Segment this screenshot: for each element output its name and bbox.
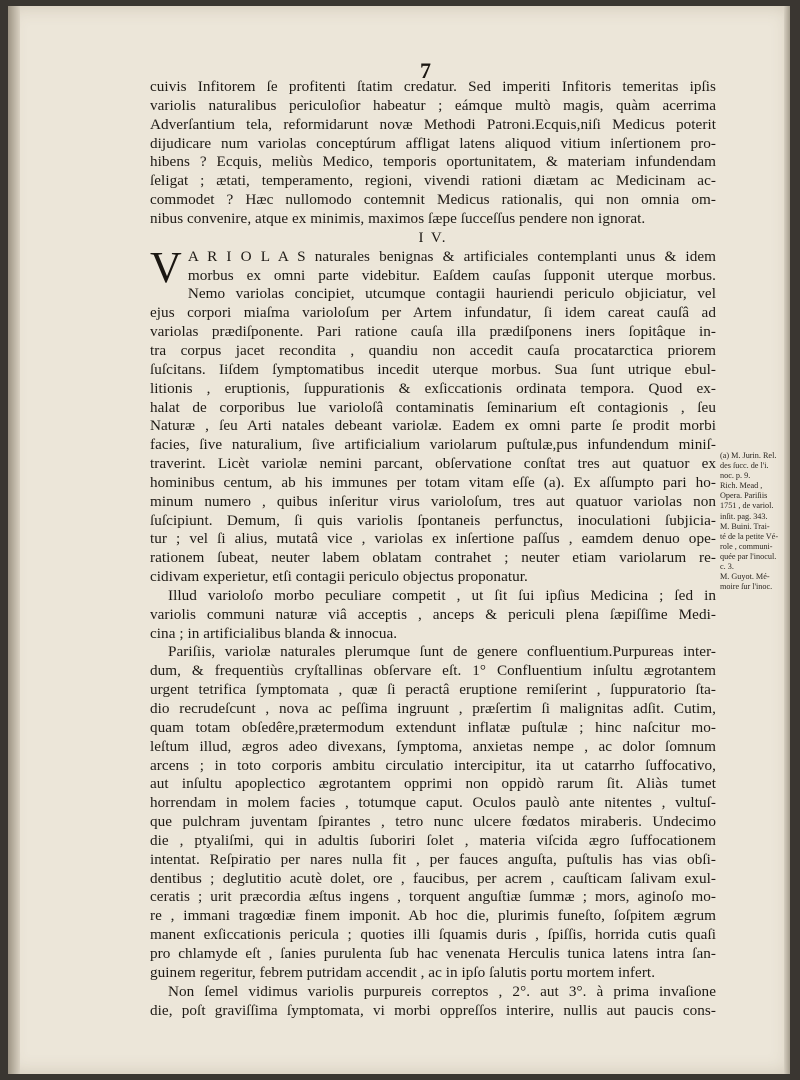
margin-note-line: des ſucc. de l'i. xyxy=(720,461,769,471)
text-line: ſuſcitans. Iiſdem ſymptomatibus incedit uterque morbus. Sua ſunt utrique ebul- xyxy=(150,360,716,378)
section-heading: I V. xyxy=(418,229,448,246)
margin-note-line: (a) M. Jurin. Rel. xyxy=(720,451,777,460)
text-line: pro chlamyde eſt , ſanies purulenta ſub hac venenata Herculis tunica latens intra ſan- xyxy=(150,944,716,962)
paragraph-parisiis xyxy=(150,643,716,982)
margin-note-line: role , communi- xyxy=(720,541,773,551)
text-line: dentibus ; deglutitio acutè dolet, ore , faucibus, per acrem , cauſticam ſalivam exul- xyxy=(150,869,716,887)
margin-notes xyxy=(720,451,796,592)
margin-note-line: Opera. Pariſiis xyxy=(720,491,768,501)
text-line: dio recrudeſcunt , nova ac peſſima ingruunt , præſertim ſi malignitas adſit. Cutim, xyxy=(150,700,716,717)
text-line: ſeligat ; ætati, temperamento, regioni, vivendi rationi diætam ac Medicinam ac- xyxy=(150,172,716,190)
margin-note-line: 1751 , de variol. xyxy=(720,501,774,511)
text-line: tur ; vel ſi alius, mutatâ vice , variolas ex inſertione paſſus , eamdem denuo ope- xyxy=(150,530,716,548)
drop-cap: V xyxy=(150,242,182,292)
text-line: tra corpus jacet recondita , quandiu non accedit cauſa procatarctica priorem xyxy=(150,341,716,359)
page-number: 7 xyxy=(420,58,431,83)
margin-note-line: noc. p. 9. xyxy=(720,471,751,481)
text-line: leſtum illud, ægros adeo divexans, ſymptoma, anxietas nempe , ac dolor ſomnum xyxy=(150,737,716,755)
text-line: horrendam in molem facies , totumque caput. Oculos paulò ante nitentes , vultuſ- xyxy=(150,794,716,812)
paragraph-purpureis xyxy=(150,983,716,1021)
text-line: intentat. Reſpiratio per nares nulla fit , per fauces anguſta, puſtulis has vias obſi- xyxy=(150,850,716,868)
margin-note-line: inſit. pag. 343. xyxy=(720,511,768,521)
text-line: variolas prædiſponente. Pari ratione cauſa illa prædiſponens iners ſopitâque in- xyxy=(150,323,716,341)
text-line: guinem regeritur, febrem putridam accendit , ac in ipſo ſalutis portu mortem infert. xyxy=(150,963,656,981)
text-line: Illud varioloſo morbo peculiare competit , ut ſit ſui ipſius Medicina ; ſed in xyxy=(168,586,716,604)
text-line: minum numero , quibus inſeritur virus varioloſum, tres aut quatuor variolas non xyxy=(150,492,716,510)
text-line: variolis naturalibus periculoſior habeatur ; eámque multò magis, quàm acerrima xyxy=(150,96,716,114)
text-line: ejus corpori miaſma varioloſum per Artem infundatur, ſi idem careat cauſâ ad xyxy=(150,304,716,322)
text-line: nibus convenire, atque ex minimis, maximos ſæpe ſucceſſus pendere non ignorat. xyxy=(150,209,646,227)
text-line: ſuſcipiunt. Demum, ſi quis variolis ſpontaneis perfunctus, inoculationi ſubjicia- xyxy=(150,511,716,529)
text-line: quam totam obſedêre,prætermodum extendunt inflatæ puſtulæ ; hinc naſcitur mo- xyxy=(150,718,716,736)
paragraph-intro xyxy=(150,78,716,229)
text-line: A R I O L A S naturales benignas & artificiales contemplanti unus & idem xyxy=(187,247,716,265)
text-line: halat de corporibus lue varioloſâ contaminatis ſeminarium eſt contagionis , ſeu xyxy=(150,398,716,416)
text-line: die, poſt graviſſima ſymptomata, vi morbi oppreſſos interire, nullis aut paucis cons- xyxy=(150,1001,716,1019)
text-line: hibens ? Ecquis, meliùs Medico, temporis oportunitatem, & materiam infundendam xyxy=(150,153,716,171)
text-line: que pulchram juventam ſpirantes , tetro nunc ulcere fœdatos miraberis. Undecimo xyxy=(150,813,716,831)
text-line: commodet ? Hæc nullomodo contemnit Medicus rationalis, qui non omnia om- xyxy=(150,191,716,209)
margin-note-line: c. 3. xyxy=(720,562,734,572)
text-line: dum, & frequentiùs cryſtallinas obſervare eſt. 1° Confluentium inſultu ægrotantem xyxy=(150,662,716,680)
text-line: variolis communi naturæ viâ acceptis , anceps & periculi plena ſæpiſſime Medi- xyxy=(150,605,716,623)
text-line: facies, ſive naturalium, ſive artificialium variolarum puſtulæ,pus infundendum miniſ- xyxy=(150,436,716,454)
text-line: Nemo variolas concipiet, utcumque contagii hauriendi periculo objiciatur, vel xyxy=(187,285,716,303)
text-line: Adverſantium tela, reformidarunt novæ Methodi Patroni.Ecquis,niſi Medicus poterit xyxy=(150,115,716,133)
margin-note-line: moire ſur l'inoc. xyxy=(720,582,773,592)
text-line: traverint. Licèt variolæ nemini parcant, obſervatione conſtat tres aut quatuor ex xyxy=(150,455,716,473)
margin-note-line: Rich. Mead , xyxy=(720,481,763,491)
text-line: die , ptyaliſmi, qui in adultis ſuboriri ſolet , materia viſcida ægro ſuffocationem xyxy=(150,831,716,849)
paragraph-medicina xyxy=(150,587,716,644)
text-line: manent exſiccationis pericula ; quoties illi ſquamis duris , ſpiſſis, horrida cutis quaſi xyxy=(150,926,716,944)
text-line: Non ſemel vidimus variolis purpureis correptos , 2°. aut 3°. à prima invaſione xyxy=(168,982,716,1000)
margin-note-line: M. Buini. Trai- xyxy=(720,521,770,531)
margin-note-line: quée par l'inocul. xyxy=(720,551,777,561)
page-gutter xyxy=(8,6,20,1074)
text-line: urgent tetrifica ſymptomata , quæ ſi peractâ eruptione remiſerint , ſuppuratorio ſta- xyxy=(150,681,716,699)
text-line: dijudicare num variolas conceptúrum affligat latens aliquod vitium inſertionem pro- xyxy=(150,134,716,152)
text-line: cidivam experietur, etſi contagii periculo objectus proponatur. xyxy=(150,568,528,586)
main-text xyxy=(150,78,716,1020)
text-line: litionis , eruptionis, ſuppurationis & exſiccationis ordinata tempora. Quod ex- xyxy=(150,379,716,397)
text-line: ceratis ; urit præcordia æſtus ingens , torquent anguſtiæ ſummæ ; mors, aginoſo mo- xyxy=(150,888,716,906)
text-line: re , immani tragœdiæ finem imponit. Ab hoc die, plurimis funeſto, ſoſpitem ægrum xyxy=(150,907,716,925)
text-line: Naturæ , ſeu Arti natales debeant variolæ. Eadem ex omni parte ſe prodit morbi xyxy=(150,417,716,435)
paragraph-variolas xyxy=(150,242,716,587)
text-line: cuivis Infitorem ſe profitenti ſtatim credatur. Sed imperiti Infitoris temeritas ipſis xyxy=(150,78,716,95)
text-line: arcens ; in toto corporis ambitu circulatio intercipitur, ita ut catarrho ſuffocativo, xyxy=(150,756,716,774)
text-line: aut inſultu apoplectico ægrotantem opprimi non oppidò rarum ſit. Aliàs tumet xyxy=(150,775,716,793)
text-line: morbus ex omni parte videbitur. Eaſdem cauſas ſupponit uterque morbus. xyxy=(187,266,716,284)
text-line: cina ; in artificialibus blanda & innocua. xyxy=(150,624,398,642)
text-line: rationem ſubeat, neuter labem oblatam contrahet ; neuter etiam variolarum re- xyxy=(150,549,716,567)
margin-note-line: té de la petite Vé- xyxy=(720,531,779,541)
margin-note-line: M. Guyot. Mé- xyxy=(720,572,770,582)
text-line: hominibus centum, ab his immunes per totam vitam eſſe (a). Ex aſſumpto pari ho- xyxy=(150,473,716,491)
text-line: Pariſiis, variolæ naturales plerumque ſunt de genere confluentium.Purpureas inter- xyxy=(168,643,716,661)
book-page xyxy=(8,6,790,1074)
